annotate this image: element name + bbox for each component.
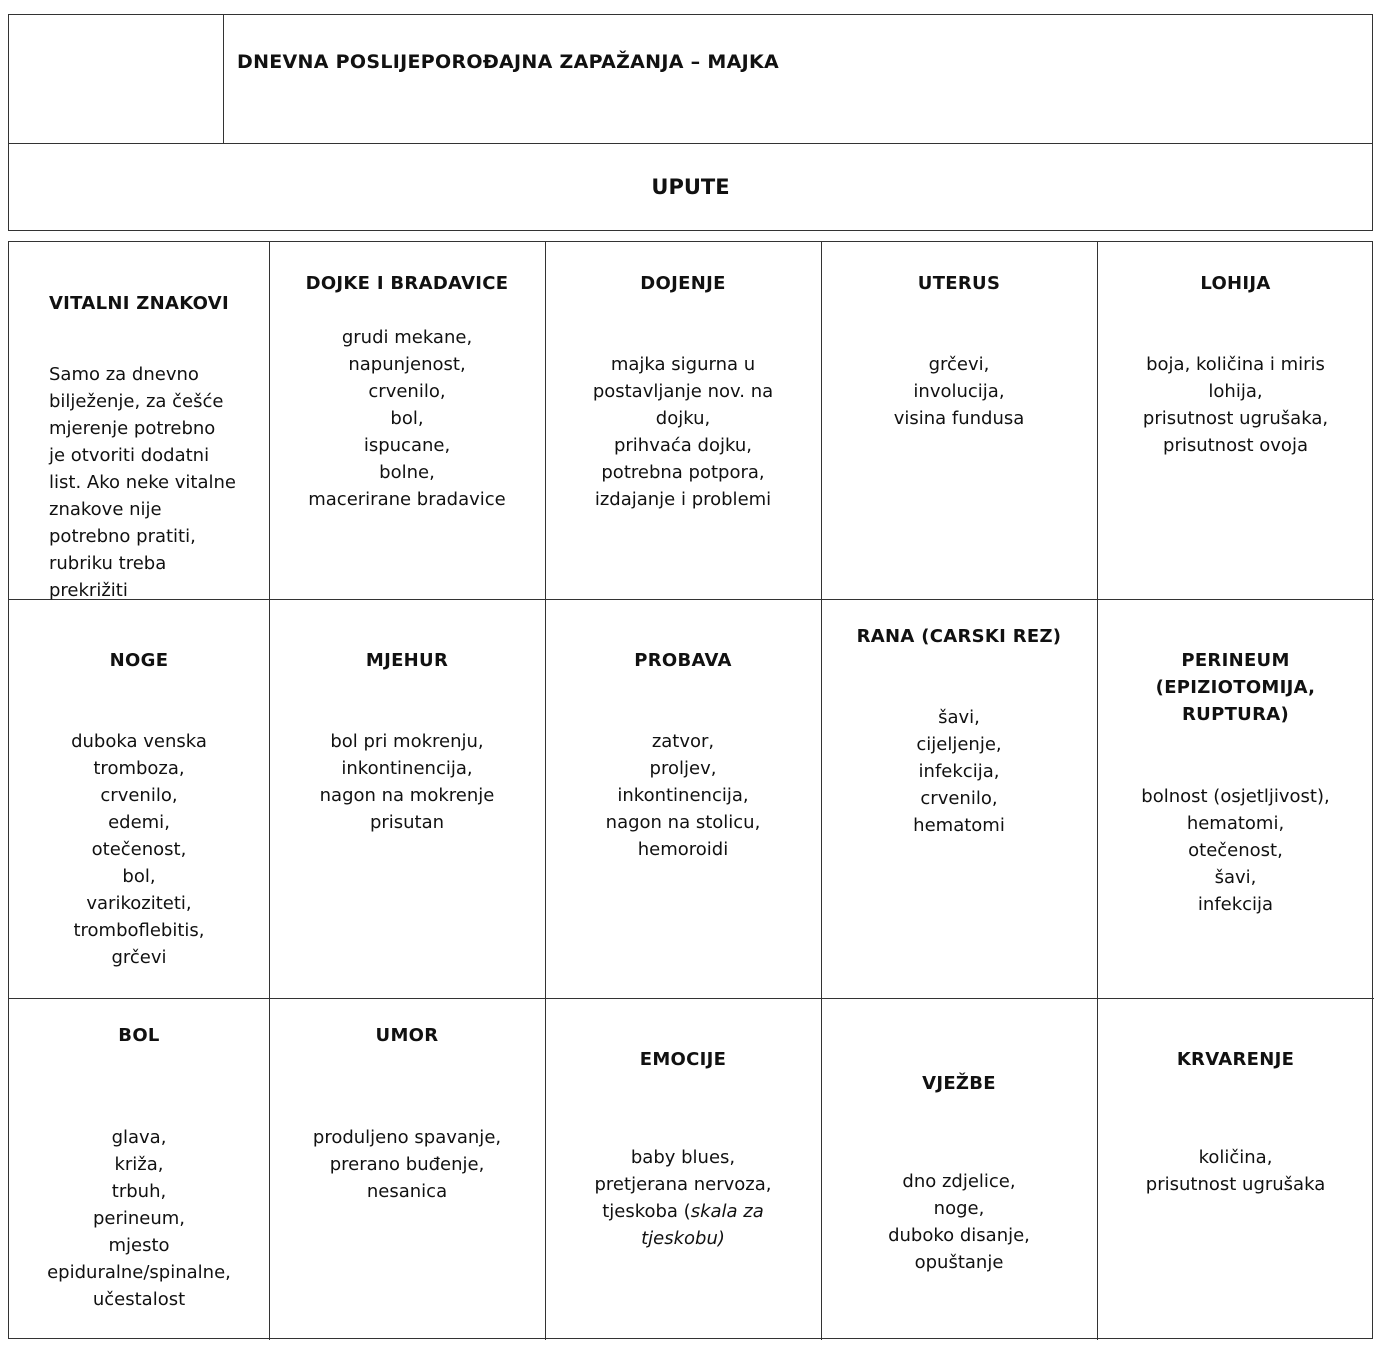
cell-body-text: bol pri mokrenju, inkontinencija, nagon na mokrenje prisutan: [319, 731, 495, 833]
cell-heading: MJEHUR: [365, 650, 449, 671]
cell-body-text: šavi, cijeljenje, infekcija, crvenilo, hematomi: [913, 707, 1005, 836]
cell-body: [49, 361, 261, 604]
cell-body-text: grčevi, involucija, visina fundusa: [893, 354, 1025, 429]
cell-body: [821, 1168, 1097, 1276]
cell-heading: VJEŽBE: [922, 1073, 996, 1094]
cell-heading: EMOCIJE: [639, 1049, 727, 1070]
cell-body-text: majka sigurna u postavljanje nov. na dojku, prihvaća dojku, potrebna potpora, izdajanje i problemi: [592, 354, 774, 510]
cell-heading: UMOR: [375, 1025, 439, 1046]
cell-perineum: [1097, 599, 1374, 999]
cell-body-italic: skala za tjeskobu): [641, 1201, 764, 1249]
cell-rana-carski-rez: [821, 599, 1098, 999]
cell-lohija: [1097, 242, 1374, 600]
cell-body: [269, 324, 545, 513]
logo-cell: [9, 15, 224, 143]
form-title: DNEVNA POSLIJEPOROĐAJNA ZAPAŽANJA – MAJKA: [237, 51, 779, 73]
cell-mjehur: [269, 599, 546, 999]
divider: [9, 143, 1372, 144]
cell-umor: [269, 998, 546, 1340]
cell-dojke-i-bradavice: [269, 242, 546, 600]
cell-body: [545, 351, 821, 513]
cell-body-text: količina, prisutnost ugrušaka: [1145, 1147, 1326, 1195]
cell-heading: LOHIJA: [1200, 273, 1271, 294]
cell-heading: VITALNI ZNAKOVI: [48, 293, 230, 314]
cell-uterus: [821, 242, 1098, 600]
cell-heading: KRVARENJE: [1176, 1049, 1295, 1070]
cell-body: [1097, 1144, 1374, 1198]
cell-body: [269, 728, 545, 836]
cell-body: [1097, 351, 1374, 459]
cell-body: [9, 1124, 269, 1313]
cell-vjezbe: [821, 998, 1098, 1340]
cell-body-text: boja, količina i miris lohija, prisutnost ugrušaka, prisutnost ovoja: [1142, 354, 1329, 456]
form-header: [8, 14, 1373, 231]
cell-heading: PROBAVA: [634, 650, 732, 671]
cell-body-text: Samo za dnevno bilježenje, za češće mjerenje potrebno je otvoriti dodatni list. Ako neke vitalne znakove nije potrebno pratiti, rubriku treba prekrižiti: [49, 364, 236, 601]
cell-body-text: dno zdjelice, noge, duboko disanje, opuštanje: [888, 1171, 1030, 1273]
cell-bol: [9, 998, 270, 1340]
cell-body: [545, 1144, 821, 1252]
cell-body-text: duboka venska tromboza, crvenilo, edemi, otečenost, bol, varikoziteti, tromboflebitis, grčevi: [71, 731, 207, 968]
cell-body: [1097, 783, 1374, 918]
cell-heading: DOJKE I BRADAVICE: [305, 273, 509, 294]
cell-emocije: [545, 998, 822, 1340]
cell-body-text: grudi mekane, napunjenost, crvenilo, bol, ispucane, bolne, macerirane bradavice: [308, 327, 506, 510]
cell-probava: [545, 599, 822, 999]
cell-body-text: bolnost (osjetljivost), hematomi, otečenost, šavi, infekcija: [1141, 786, 1330, 915]
cell-heading: UTERUS: [917, 273, 1001, 294]
cell-body: [821, 704, 1097, 839]
cell-dojenje: [545, 242, 822, 600]
cell-heading: NOGE: [109, 650, 169, 671]
cell-body-text: baby blues, pretjerana nervoza, tjeskoba (: [594, 1147, 772, 1222]
cell-heading: BOL: [118, 1025, 160, 1046]
cell-body: [545, 728, 821, 863]
cell-krvarenje: [1097, 998, 1374, 1340]
cell-heading: RANA (CARSKI REZ): [856, 626, 1062, 647]
cell-body-text: glava, križa, trbuh, perineum, mjesto epiduralne/spinalne, učestalost: [47, 1127, 231, 1310]
cell-vitalni-znakovi: [9, 242, 270, 600]
cell-body: [9, 728, 269, 971]
instructions-table: [8, 241, 1373, 1339]
cell-body-text: zatvor, proljev, inkontinencija, nagon na stolicu, hemoroidi: [605, 731, 761, 860]
section-title: UPUTE: [651, 175, 730, 199]
cell-body: [821, 351, 1097, 432]
cell-body-text: produljeno spavanje, prerano buđenje, nesanica: [312, 1127, 502, 1202]
cell-body: [269, 1124, 545, 1205]
cell-heading: PERINEUM (EPIZIOTOMIJA, RUPTURA): [1155, 650, 1316, 725]
cell-heading: DOJENJE: [640, 273, 726, 294]
cell-noge: [9, 599, 270, 999]
